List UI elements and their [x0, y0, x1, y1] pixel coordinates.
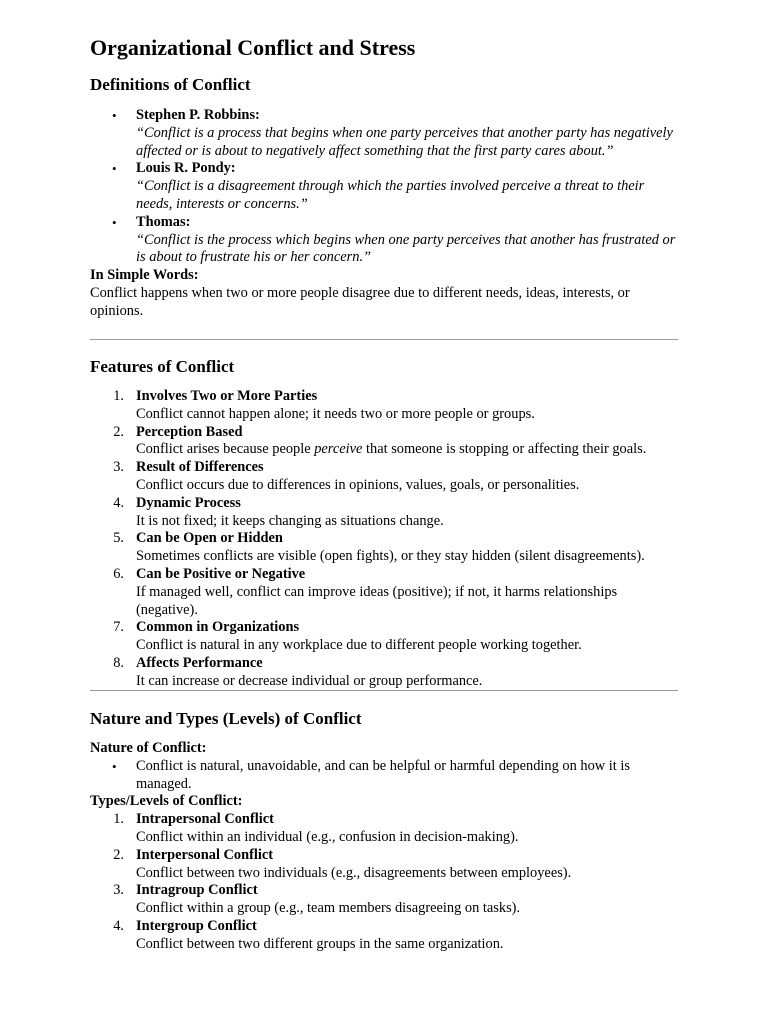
- feature-desc: [136, 441, 678, 459]
- list-number: 2.: [113, 846, 124, 863]
- feature-title: Involves Two or More Parties: [136, 388, 318, 404]
- list-number: 4.: [113, 494, 124, 511]
- definition-author: Thomas:: [136, 213, 191, 230]
- bullet-icon: •: [112, 108, 117, 123]
- feature-desc: If managed well, conflict can improve ideas (positive); if not, it harms relationships (negative).: [136, 583, 618, 618]
- definitions-list: [90, 107, 678, 321]
- feature-title: Perception Based: [136, 423, 243, 440]
- feature-title: Result of Differences: [136, 459, 264, 476]
- feature-desc: Sometimes conflicts are visible (open fights), or they stay hidden (silent disagreements).: [136, 548, 645, 565]
- type-desc: Conflict between two different groups in the same organization.: [136, 935, 504, 952]
- definition-quote: “Conflict is the process which begins when one party perceives that another has frustrated or is about to frustrate his or her concern.”: [136, 231, 676, 266]
- nature-item: [90, 758, 678, 794]
- definition-item: [90, 214, 678, 267]
- feature-item: [90, 388, 678, 424]
- feature-title: Can be Open or Hidden: [136, 530, 283, 547]
- feature-desc-part: Conflict arises because people: [136, 441, 315, 458]
- section-divider: [90, 339, 678, 340]
- feature-desc: Conflict is natural in any workplace due to different people working together.: [136, 637, 582, 654]
- feature-title: Can be Positive or Negative: [136, 565, 306, 582]
- list-number: 3.: [113, 459, 124, 476]
- list-number: 5.: [113, 530, 124, 547]
- feature-desc-part: that someone is stopping or affecting their goals.: [362, 441, 647, 458]
- simple-words-label: In Simple Words:: [90, 267, 199, 284]
- definition-author: Stephen P. Robbins:: [136, 107, 260, 123]
- feature-title: Common in Organizations: [136, 619, 300, 636]
- type-title: Intergroup Conflict: [136, 917, 257, 934]
- feature-desc: It can increase or decrease individual or group performance.: [136, 672, 483, 689]
- type-item: [90, 918, 678, 954]
- type-title: Intrapersonal Conflict: [136, 811, 274, 828]
- features-heading: Features of Conflict: [90, 357, 235, 376]
- list-number: 4.: [113, 917, 124, 934]
- feature-desc-emphasis: perceive: [314, 441, 363, 458]
- bullet-icon: •: [112, 758, 117, 774]
- section-divider: [90, 690, 678, 691]
- types-label: Types/Levels of Conflict:: [90, 793, 243, 810]
- type-item: [90, 847, 678, 883]
- nature-label: Nature of Conflict:: [90, 740, 207, 756]
- list-number: 2.: [113, 423, 124, 440]
- feature-title: Affects Performance: [136, 654, 263, 671]
- type-desc: Conflict within an individual (e.g., confusion in decision-making).: [136, 828, 519, 845]
- type-item: [90, 811, 678, 847]
- feature-desc: It is not fixed; it keeps changing as situations change.: [136, 512, 444, 529]
- type-desc: Conflict between two individuals (e.g., disagreements between employees).: [136, 864, 572, 881]
- type-desc: Conflict within a group (e.g., team members disagreeing on tasks).: [136, 900, 521, 917]
- features-list: [90, 388, 678, 691]
- nature-text: Conflict is natural, unavoidable, and can be helpful or harmful depending on how it is managed.: [136, 757, 630, 792]
- definition-quote: “Conflict is a disagreement through which the parties involved perceive a threat to their needs, interests or concerns.”: [136, 178, 645, 212]
- type-title: Interpersonal Conflict: [136, 846, 274, 863]
- page-title: Organizational Conflict and Stress: [90, 35, 416, 60]
- type-item: [90, 882, 678, 918]
- feature-title: Dynamic Process: [136, 494, 241, 511]
- feature-item: [90, 655, 678, 691]
- definition-item: [90, 107, 678, 160]
- definition-author: Louis R. Pondy:: [136, 160, 236, 177]
- feature-desc: Conflict cannot happen alone; it needs two or more people or groups.: [136, 405, 535, 422]
- feature-item: [90, 459, 678, 495]
- bullet-icon: •: [112, 214, 117, 230]
- simple-words-text: Conflict happens when two or more people disagree due to different needs, ideas, interests, or opinions.: [90, 284, 630, 319]
- feature-item: [90, 495, 678, 531]
- list-number: 8.: [113, 654, 124, 671]
- definitions-heading: Definitions of Conflict: [90, 75, 251, 94]
- feature-item: [90, 619, 678, 655]
- definition-quote: “Conflict is a process that begins when one party perceives that another party has negatively affected or is about to negatively affect something that the first party cares about.”: [136, 124, 673, 159]
- list-number: 1.: [113, 388, 124, 404]
- feature-item: [90, 530, 678, 566]
- list-number: 7.: [113, 619, 124, 636]
- type-title: Intragroup Conflict: [136, 882, 258, 899]
- definition-item: [90, 160, 678, 213]
- list-number: 6.: [113, 565, 124, 582]
- feature-item: [90, 566, 678, 619]
- list-number: 3.: [113, 882, 124, 899]
- feature-desc: Conflict occurs due to differences in opinions, values, goals, or personalities.: [136, 476, 580, 493]
- nature-section: [90, 740, 678, 954]
- list-number: 1.: [113, 811, 124, 828]
- bullet-icon: •: [112, 161, 117, 177]
- nature-heading: Nature and Types (Levels) of Conflict: [90, 709, 362, 728]
- feature-item: [90, 424, 678, 460]
